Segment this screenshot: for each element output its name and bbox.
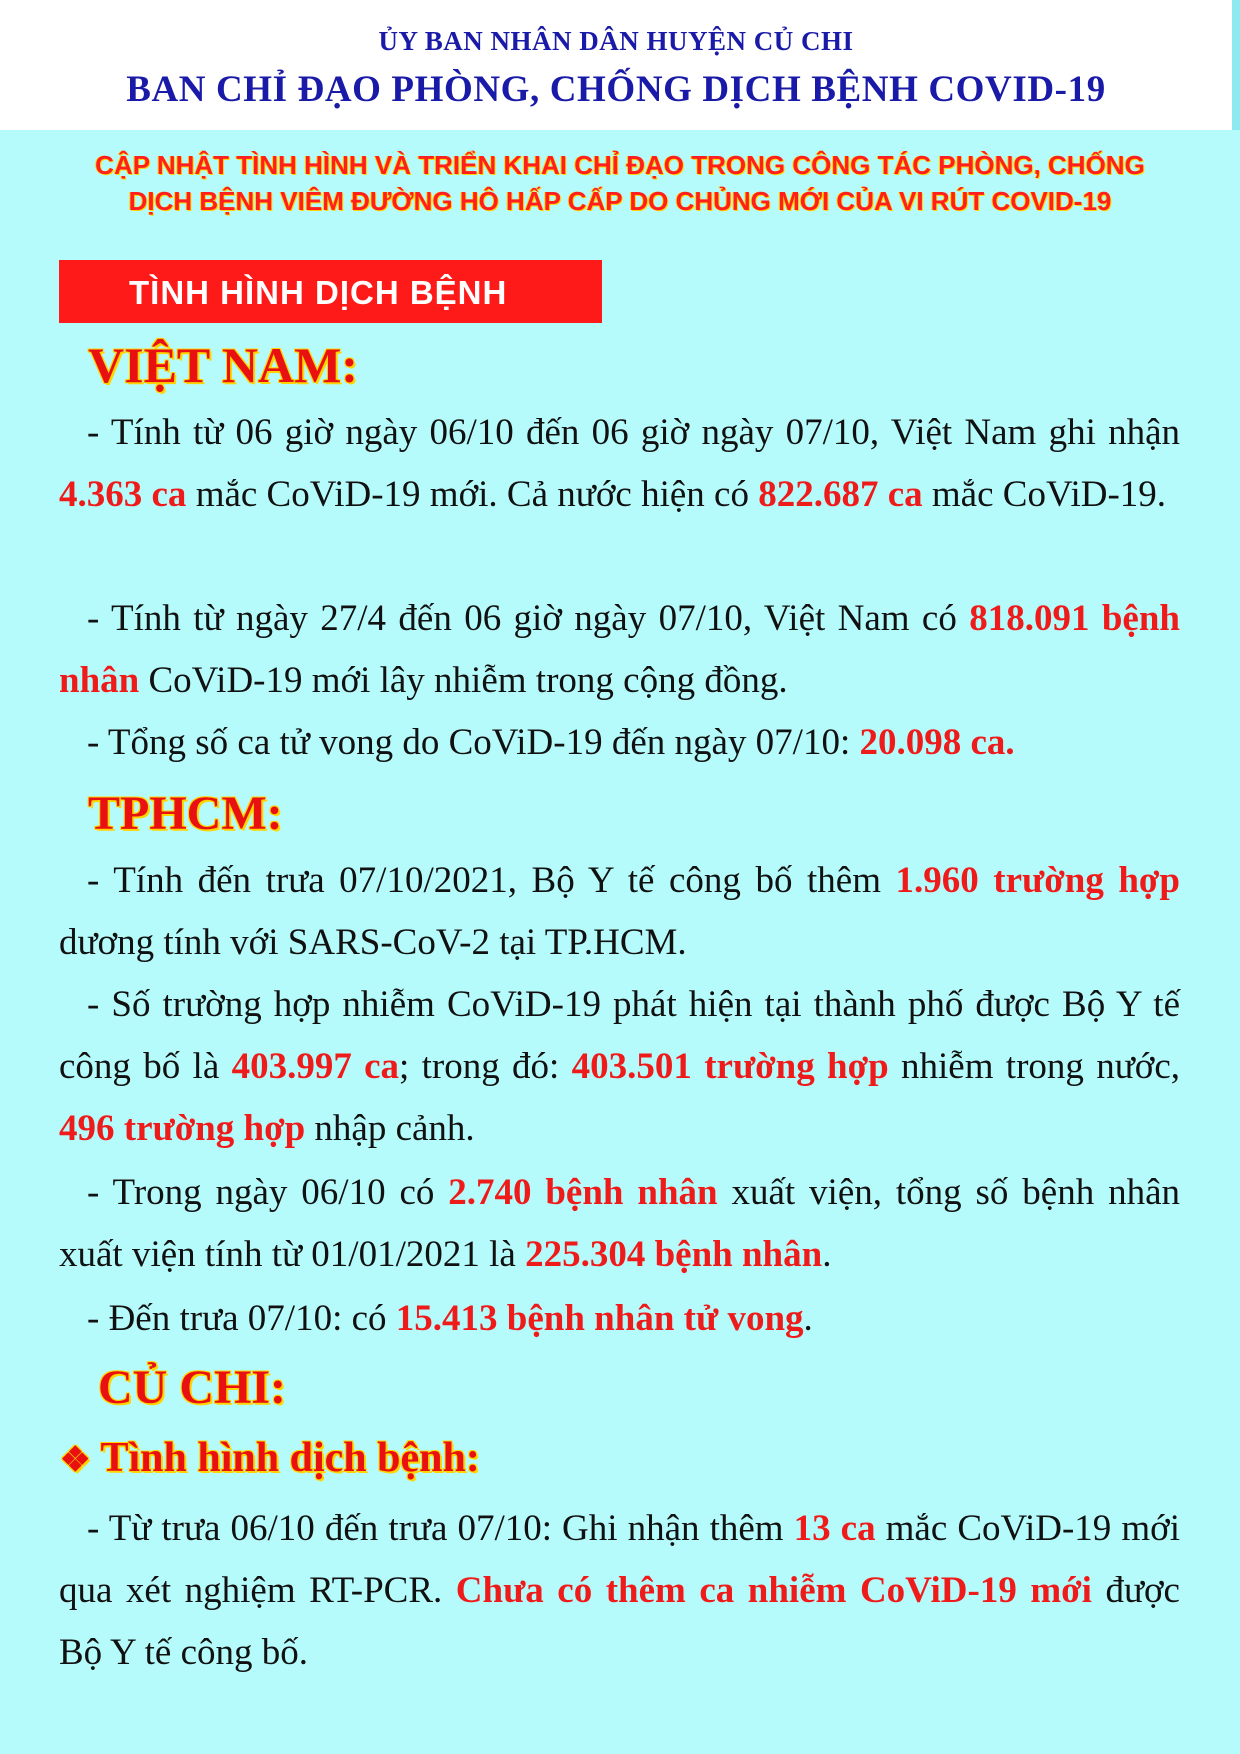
highlight-figure: 20.098 ca. [859, 722, 1015, 763]
vietnam-paragraph-2 [59, 588, 1180, 712]
paragraph-text: - Tính từ 06 giờ ngày 06/10 đến 06 giờ ngày 07/10, Việt Nam ghi nhận [87, 412, 1180, 453]
paragraph-text: - Đến trưa 07/10: có [87, 1298, 396, 1339]
header [0, 0, 1232, 130]
highlight-figure: Chưa có thêm ca nhiễm CoViD-19 mới [455, 1570, 1092, 1611]
paragraph-text: . [822, 1234, 832, 1275]
paragraph-text: - Trong ngày 06/10 có [87, 1172, 449, 1213]
paragraph-text: - Tổng số ca tử vong do CoViD-19 đến ngày 07/10: [87, 722, 860, 763]
vietnam-paragraph-3 [59, 712, 1180, 774]
highlight-figure: 822.687 ca [758, 474, 923, 515]
highlight-figure: 403.997 ca [231, 1046, 400, 1087]
highlight-figure: 818.091 bệnh nhân [59, 598, 1181, 701]
vietnam-paragraph-1 [59, 402, 1180, 526]
hcm-paragraph-1 [59, 850, 1180, 974]
org-name-line2: BAN CHỈ ĐẠO PHÒNG, CHỐNG DỊCH BỆNH COVID-19 [126, 69, 1106, 110]
cuchi-subheading-label: Tình hình dịch bệnh: [100, 1435, 480, 1481]
paragraph-text: ; trong đó: [399, 1046, 572, 1087]
heading-vietnam: VIỆT NAM: [88, 337, 358, 393]
paragraph-text: - Tính đến trưa 07/10/2021, Bộ Y tế công bố thêm [87, 860, 896, 901]
cuchi-paragraph-1 [59, 1498, 1180, 1684]
hcm-paragraph-4 [59, 1288, 1180, 1350]
highlight-figure: 13 ca [793, 1508, 876, 1549]
paragraph-text: mắc CoViD-19 mới qua xét nghiệm RT-PCR. [59, 1508, 1180, 1611]
highlight-figure: 15.413 bệnh nhân tử vong [395, 1298, 804, 1339]
document-subtitle [20, 147, 1220, 219]
highlight-figure: 225.304 bệnh nhân [525, 1234, 823, 1275]
paragraph-text: mắc CoViD-19. [922, 474, 1167, 515]
highlight-figure: 1.960 trường hợp [895, 860, 1180, 901]
section-banner [59, 260, 602, 323]
paragraph-text: - Từ trưa 06/10 đến trưa 07/10: Ghi nhận thêm [87, 1508, 794, 1549]
org-name-line1: ỦY BAN NHÂN DÂN HUYỆN CỦ CHI [378, 26, 854, 56]
paragraph-text: nhập cảnh. [305, 1108, 475, 1149]
highlight-figure: 403.501 trường hợp [571, 1046, 889, 1087]
paragraph-text: . [803, 1298, 813, 1339]
highlight-figure: 4.363 ca [59, 474, 187, 515]
paragraph-text: xuất viện, tổng số bệnh nhân xuất viện tính từ 01/01/2021 là [59, 1172, 1180, 1275]
cuchi-subheading [60, 1434, 480, 1482]
diamond-bullet-icon: ❖ [60, 1442, 91, 1479]
paragraph-text: nhiễm trong nước, [888, 1046, 1180, 1087]
subtitle-line1: CẬP NHẬT TÌNH HÌNH VÀ TRIỂN KHAI CHỈ ĐẠO TRONG CÔNG TÁC PHÒNG, CHỐNG [95, 150, 1145, 180]
paragraph-text: CoViD-19 mới lây nhiễm trong cộng đồng. [139, 660, 788, 701]
subtitle-line2: DỊCH BỆNH VIÊM ĐƯỜNG HÔ HẤP CẤP DO CHỦNG MỚI CỦA VI RÚT COVID-19 [128, 186, 1112, 216]
side-stripe [1232, 0, 1240, 130]
paragraph-text: dương tính với SARS-CoV-2 tại TP.HCM. [59, 922, 687, 963]
hcm-paragraph-2 [59, 974, 1180, 1160]
heading-hcm: TPHCM: [88, 787, 283, 840]
paragraph-text: - Tính từ ngày 27/4 đến 06 giờ ngày 07/10, Việt Nam có [87, 598, 970, 639]
highlight-figure: 496 trường hợp [59, 1108, 306, 1149]
heading-cuchi: CỦ CHI: [98, 1361, 286, 1414]
highlight-figure: 2.740 bệnh nhân [448, 1172, 718, 1213]
banner-label: TÌNH HÌNH DỊCH BỆNH [129, 274, 508, 311]
paragraph-text: mắc CoViD-19 mới. Cả nước hiện có [186, 474, 759, 515]
paragraph-text: được Bộ Y tế công bố. [59, 1570, 1180, 1673]
hcm-paragraph-3 [59, 1162, 1180, 1286]
paragraph-text: - Số trường hợp nhiễm CoViD-19 phát hiện tại thành phố được Bộ Y tế công bố là [59, 984, 1180, 1087]
